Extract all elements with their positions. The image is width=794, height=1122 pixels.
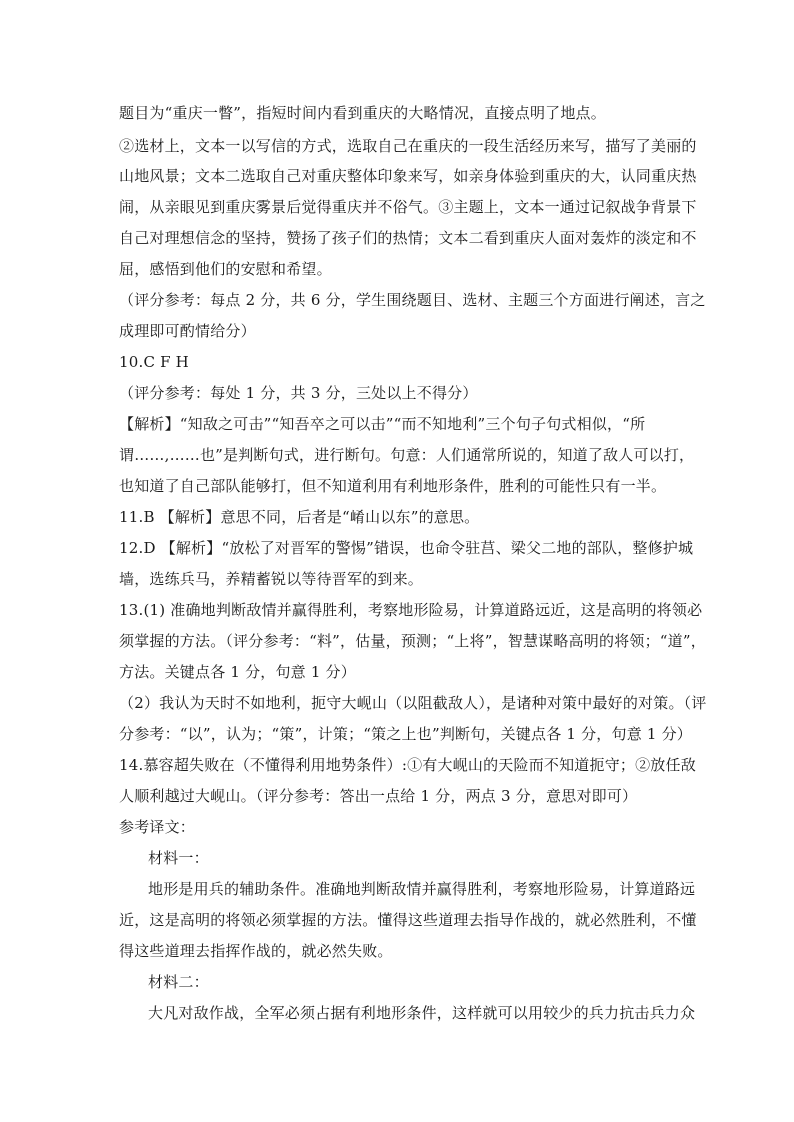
analysis-text: 也知道了自己部队能够打，但不知道利用有利地形条件，胜利的可能性只有一半。 [119,477,667,495]
analysis-text: 【解析】“知敌之可击”“知吾卒之可以击”“而不知地利”三个句子句式相似，“所 [119,415,646,433]
text-line: ②选材上，文本一以写信的方式，选取自己在重庆的一段生活经历来写，描写了美丽的 [119,137,697,155]
translation-heading: 参考译文： [119,818,196,836]
translation-text: 近，这是高明的将领必须掌握的方法。懂得这些道理去指导作战的，就必然胜利，不懂 [119,911,697,929]
translation-text: 得这些道理去指挥作战的，就必然失败。 [119,942,393,960]
answer-11: 11.B 【解析】意思不同，后者是“崤山以东”的意思。 [119,508,480,526]
translation-text: 地形是用兵的辅助条件。准确地判断敌情并赢得胜利，考察地形险易，计算道路远 [148,880,696,898]
answer-10: 10.C F H [119,353,189,371]
text-line: 闹，从亲眼见到重庆雾景后觉得重庆并不俗气。③主题上，文本一通过记叙战争背景下 [119,198,697,216]
answer-13-1: 须掌握的方法。（评分参考：“料”，估量，预测；“上将”，智慧谋略高明的将领；“道”， [119,632,706,650]
answer-13-2: 分参考：“以”，认为；“策”，计策；“策之上也”判断句，关键点各 1 分，句意 1 分） [119,725,692,743]
answer-14: 14.慕容超失败在（不懂得利用地势条件）:①有大岘山的天险而不知道扼守；②放任敌 [119,756,696,774]
text-line: 山地风景；文本二选取自己对重庆整体印象来写，如亲身体验到重庆的大，认同重庆热 [119,167,697,185]
answer-13-1: 13.(1) 准确地判断敌情并赢得胜利，考察地形险易，计算道路远近，这是高明的将领必 [119,601,703,619]
text-line: 屈，感悟到他们的安慰和希望。 [119,260,332,278]
material-one-heading: 材料一： [148,849,209,867]
scoring-note: （评分参考：每处 1 分，共 3 分，三处以上不得分） [119,384,478,402]
answer-12: 墙，选练兵马，养精蓄锐以等待晋军的到来。 [119,570,424,588]
text-line: 自己对理想信念的坚持，赞扬了孩子们的热情；文本二看到重庆人面对轰炸的淡定和不 [119,229,697,247]
translation-text: 大凡对敌作战，全军必须占据有利地形条件，这样就可以用较少的兵力抗击兵力众 [148,1004,696,1022]
analysis-text: 谓……,……也”是判断句式，进行断句。句意：人们通常所说的，知道了敌人可以打， [119,446,695,464]
answer-13-1: 方法。关键点各 1 分，句意 1 分） [119,663,356,681]
answer-14: 人顺利越过大岘山。（评分参考：答出一点给 1 分，两点 3 分，意思对即可） [119,787,638,805]
scoring-note: 成理即可酌情给分） [119,322,256,340]
material-two-heading: 材料二： [148,973,209,991]
scoring-note: （评分参考：每点 2 分，共 6 分，学生围绕题目、选材、主题三个方面进行阐述，言之 [119,291,706,309]
answer-12: 12.D 【解析】“放松了对晋军的警惕”错误，也命令驻莒、梁父二地的部队，整修护城 [119,539,694,557]
text-line: 题目为“重庆一瞥”，指短时间内看到重庆的大略情况，直接点明了地点。 [119,104,606,122]
answer-13-2: （2）我认为天时不如地利，扼守大岘山（以阻截敌人），是诸种对策中最好的对策。（评 [119,694,707,712]
